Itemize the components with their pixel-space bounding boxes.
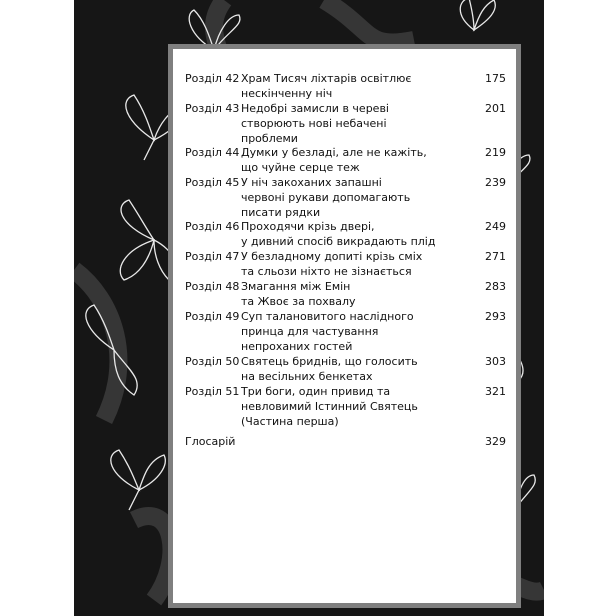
page-number: 239 xyxy=(485,176,506,189)
chapter-title xyxy=(241,101,431,146)
chapter-title-line: Храм Тисяч ліхтарів освітлює xyxy=(241,72,412,85)
page-number: 249 xyxy=(485,220,506,233)
chapter-title-line: У безладному допиті крізь сміх xyxy=(241,250,423,263)
chapter-title-line: проблеми xyxy=(241,132,298,145)
chapter-label: Розділ 47 xyxy=(185,250,240,263)
chapter-title-line: непроханих гостей xyxy=(241,340,353,353)
butterfly-icon xyxy=(111,450,165,510)
chapter-title-line: Три боги, один привид та xyxy=(241,385,391,398)
chapter-title-line: Проходячи крізь двері, xyxy=(241,220,375,233)
chapter-title xyxy=(241,175,431,220)
page-number: 321 xyxy=(485,385,506,398)
butterfly-icon xyxy=(460,0,495,30)
chapter-title-line: невловимий Істинний Святець xyxy=(241,400,418,413)
chapter-title-line: червоні рукави допомагають xyxy=(241,191,411,204)
chapter-label: Розділ 48 xyxy=(185,280,240,293)
chapter-title-line: створюють нові небачені xyxy=(241,117,387,130)
chapter-label: Розділ 42 xyxy=(185,72,240,85)
page-number: 271 xyxy=(485,250,506,263)
chapter-label: Глосарій xyxy=(185,435,236,448)
chapter-title xyxy=(241,384,431,429)
chapter-label: Розділ 43 xyxy=(185,102,240,115)
page-number: 329 xyxy=(485,435,506,448)
chapter-title-line: та сльози ніхто не зізнається xyxy=(241,265,412,278)
chapter-title xyxy=(241,145,431,175)
page-number: 219 xyxy=(485,146,506,159)
chapter-title xyxy=(241,309,431,354)
chapter-label: Розділ 51 xyxy=(185,385,240,398)
chapter-label: Розділ 46 xyxy=(185,220,240,233)
chapter-title xyxy=(241,354,431,384)
chapter-title-line: У ніч закоханих запашні xyxy=(241,176,382,189)
chapter-title xyxy=(241,249,431,279)
book-page xyxy=(74,0,544,616)
chapter-title-line: принца для частування xyxy=(241,325,379,338)
chapter-title-line: нескінченну ніч xyxy=(241,87,333,100)
chapter-title-line: Святець бриднів, що голосить xyxy=(241,355,418,368)
chapter-label: Розділ 44 xyxy=(185,146,240,159)
page-number: 293 xyxy=(485,310,506,323)
chapter-title-line: Думки у безладі, але не кажіть, xyxy=(241,146,427,159)
chapter-title-line: на весільних бенкетах xyxy=(241,370,373,383)
page-number: 175 xyxy=(485,72,506,85)
chapter-title-line: Змагання між Емін xyxy=(241,280,351,293)
chapter-label: Розділ 45 xyxy=(185,176,240,189)
chapter-title-line: Недобрі замисли в череві xyxy=(241,102,389,115)
chapter-title xyxy=(241,219,436,249)
page-number: 283 xyxy=(485,280,506,293)
chapter-label: Розділ 50 xyxy=(185,355,240,368)
chapter-title-line: Суп талановитого наслідного xyxy=(241,310,414,323)
chapter-title-line: та Жвоє за похвалу xyxy=(241,295,356,308)
chapter-label: Розділ 49 xyxy=(185,310,240,323)
table-of-contents xyxy=(168,44,521,608)
chapter-title xyxy=(241,71,431,101)
page-number: 303 xyxy=(485,355,506,368)
chapter-title xyxy=(241,279,431,309)
chapter-title-line: (Частина перша) xyxy=(241,415,339,428)
chapter-title-line: у дивний спосіб викрадають плід xyxy=(241,235,436,248)
chapter-title-line: що чуйне серце теж xyxy=(241,161,360,174)
chapter-title-line: писати рядки xyxy=(241,206,321,219)
page-number: 201 xyxy=(485,102,506,115)
